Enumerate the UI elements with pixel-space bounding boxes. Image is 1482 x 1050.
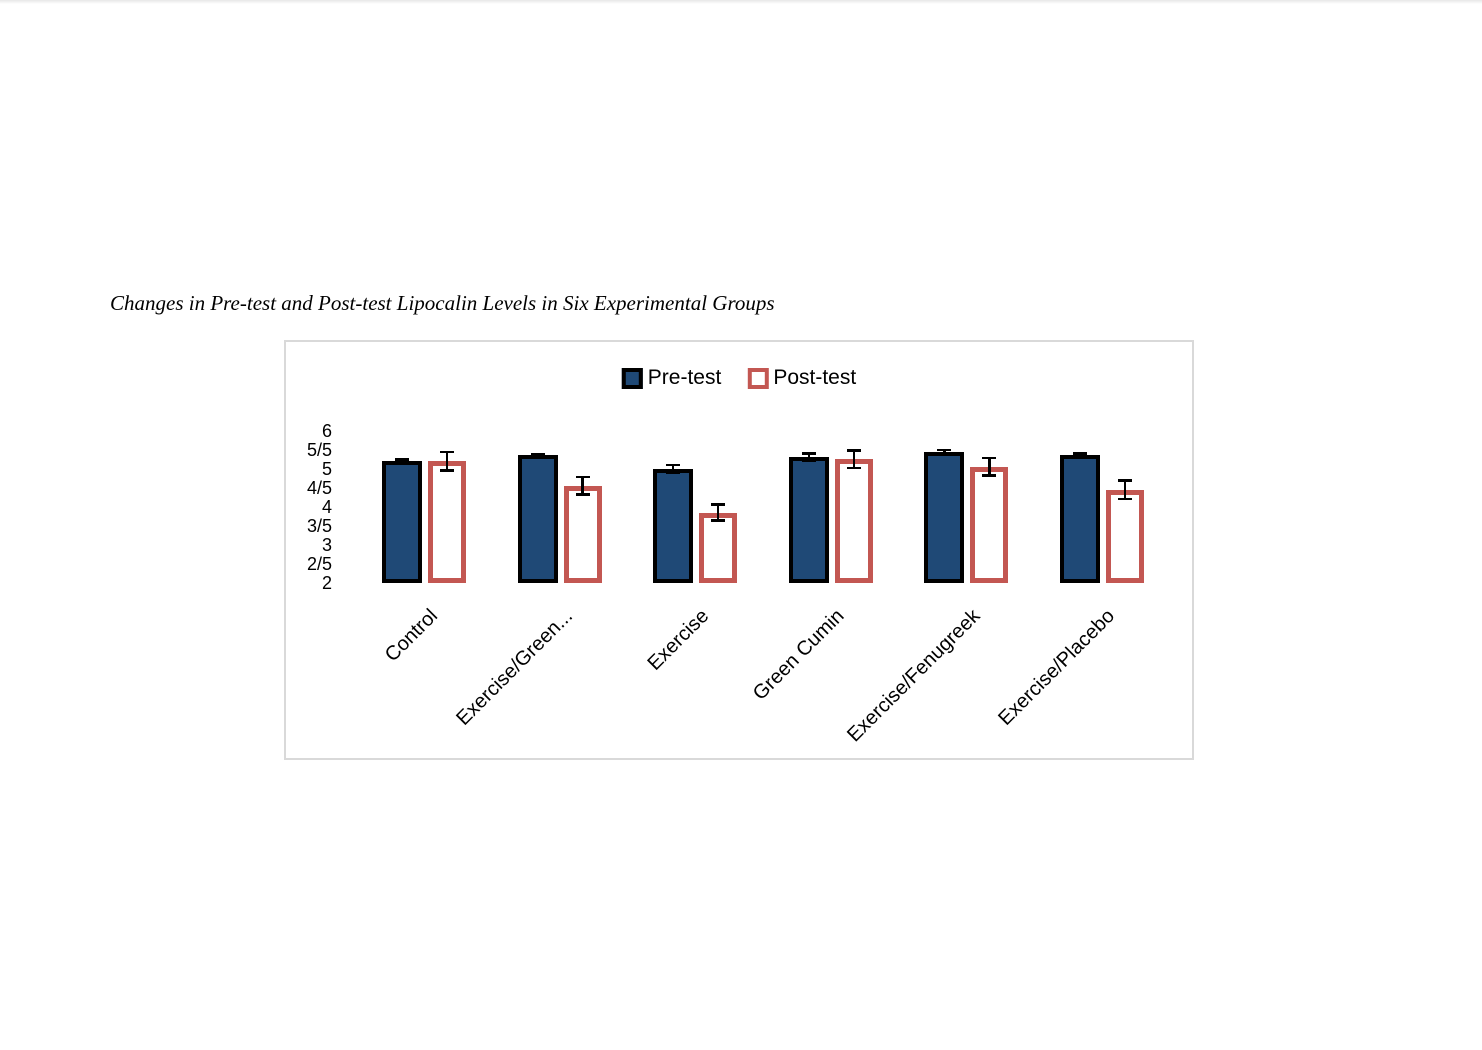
error-bar xyxy=(853,450,856,468)
bar-post-test xyxy=(970,467,1008,583)
y-axis-tick-label: 2 xyxy=(321,573,332,593)
error-bar xyxy=(1124,480,1127,499)
plot-area xyxy=(286,342,1192,758)
bar-pre-test xyxy=(1060,455,1100,583)
error-bar-cap xyxy=(395,461,409,464)
x-axis-label: Green Cumin xyxy=(748,605,849,705)
bar-pre-test xyxy=(382,461,422,583)
bar-pre-test xyxy=(789,457,829,583)
chart-container xyxy=(284,340,1194,760)
window-top-edge xyxy=(0,0,1482,4)
error-bar-cap xyxy=(847,449,861,452)
figure-caption: Changes in Pre-test and Post-test Lipocalin Levels in Six Experimental Groups xyxy=(110,291,775,315)
bar-post-test xyxy=(428,461,466,583)
error-bar-cap xyxy=(802,460,816,463)
x-axis-label: Control xyxy=(380,605,442,667)
legend-label-pre-test: Pre-test xyxy=(647,366,722,389)
y-axis-tick-label: 3 xyxy=(321,534,332,555)
x-axis-label: Exercise/Green... xyxy=(452,605,578,730)
error-bar-cap xyxy=(531,455,545,458)
y-axis-tick-label: 6 xyxy=(321,420,332,441)
error-bar-cap xyxy=(711,519,725,522)
y-axis-tick-label: 5/5 xyxy=(306,439,332,460)
error-bar-cap xyxy=(937,449,951,452)
y-axis-tick-label: 2/5 xyxy=(306,553,332,574)
y-axis-tick-label: 4 xyxy=(321,496,332,517)
error-bar xyxy=(988,458,991,476)
bar-post-test xyxy=(564,486,602,583)
error-bar-cap xyxy=(440,451,454,454)
error-bar-cap xyxy=(1073,456,1087,459)
x-axis-label: Exercise xyxy=(642,605,713,675)
bar-post-test xyxy=(1106,490,1144,583)
error-bar xyxy=(581,477,584,495)
error-bar xyxy=(446,452,449,471)
error-bar-cap xyxy=(711,503,725,506)
x-axis-label: Exercise/Fenugreek xyxy=(842,605,984,747)
error-bar xyxy=(717,504,720,521)
error-bar-cap xyxy=(576,476,590,479)
error-bar-cap xyxy=(982,474,996,477)
error-bar-cap xyxy=(395,458,409,461)
error-bar-cap xyxy=(440,469,454,472)
legend-label-post-test: Post-test xyxy=(773,366,857,389)
error-bar-cap xyxy=(847,467,861,470)
error-bar-cap xyxy=(937,452,951,455)
error-bar-cap xyxy=(666,464,680,467)
error-bar-cap xyxy=(1073,452,1087,455)
error-bar-cap xyxy=(1118,498,1132,501)
bar-pre-test xyxy=(518,455,558,583)
x-axis-label: Exercise/Placebo xyxy=(994,605,1120,730)
bar-post-test xyxy=(835,459,873,583)
bar-pre-test xyxy=(924,452,964,583)
error-bar-cap xyxy=(802,452,816,455)
error-bar-cap xyxy=(576,493,590,496)
bar-pre-test xyxy=(653,469,693,583)
y-axis-tick-label: 3/5 xyxy=(306,515,332,536)
error-bar-cap xyxy=(982,457,996,460)
bar-post-test xyxy=(699,513,737,583)
error-bar-cap xyxy=(666,471,680,474)
error-bar-cap xyxy=(1118,479,1132,482)
y-axis-tick-label: 4/5 xyxy=(306,477,332,498)
y-axis-tick-label: 5 xyxy=(321,458,332,479)
